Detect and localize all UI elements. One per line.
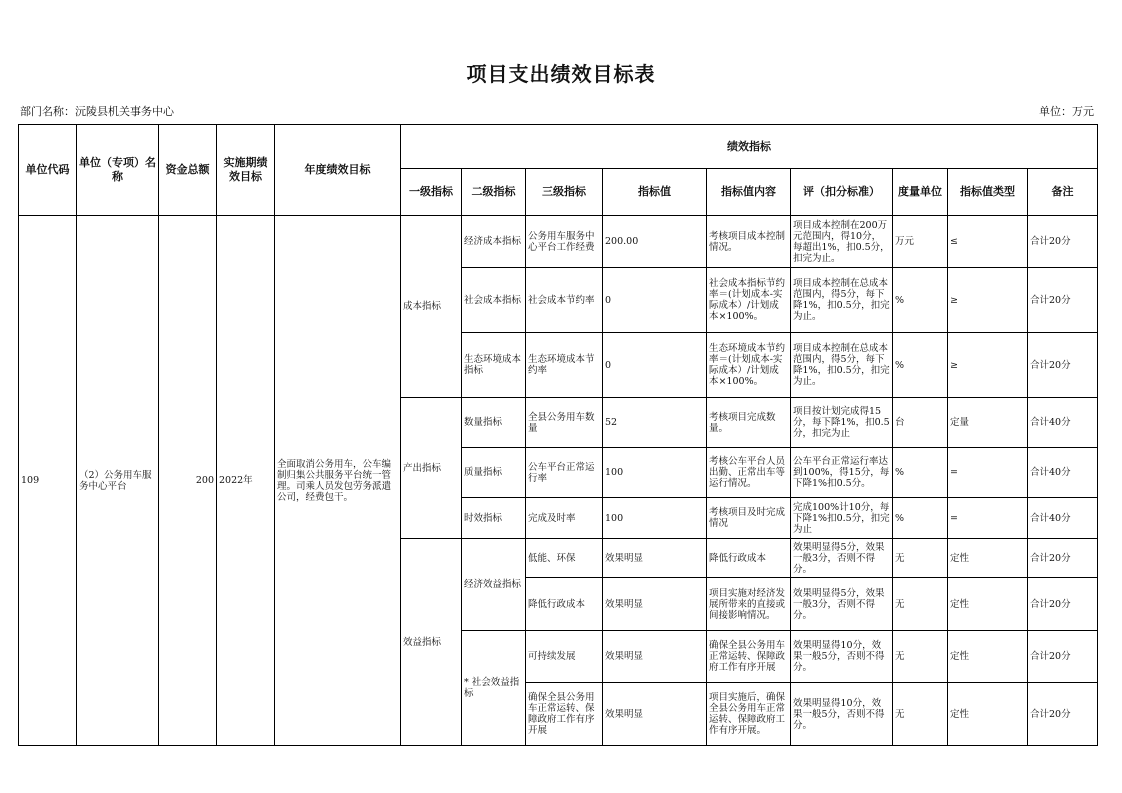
remark-cell: 合计20分 (1028, 333, 1098, 398)
value-type-cell: 定性 (948, 631, 1028, 683)
value-cell: 100 (603, 448, 707, 498)
content-cell: 项目实施对经济发展所带来的直接或间接影响情况。 (707, 578, 791, 631)
value-type-cell: ≤ (948, 216, 1028, 268)
header-value-content: 指标值内容 (707, 169, 791, 216)
header-value-type: 指标值类型 (948, 169, 1028, 216)
measure-unit-cell: % (893, 448, 948, 498)
header-measure-unit: 度量单位 (893, 169, 948, 216)
content-cell: 降低行政成本 (707, 539, 791, 578)
period-cell: 2022年 (217, 216, 275, 746)
content-cell: 项目实施后，确保全县公务用车正常运转、保障政府工作有序开展。 (707, 683, 791, 746)
measure-unit-cell: 万元 (893, 216, 948, 268)
header-period-goal: 实施期绩效目标 (217, 125, 275, 216)
value-type-cell: ≥ (948, 268, 1028, 333)
value-type-cell: ≥ (948, 333, 1028, 398)
level2-cell: 时效指标 (462, 498, 526, 539)
remark-cell: 合计20分 (1028, 578, 1098, 631)
level3-cell: 完成及时率 (526, 498, 603, 539)
unit-name-cell: （2）公务用车服务中心平台 (77, 216, 159, 746)
header-total-funds: 资金总额 (159, 125, 217, 216)
header-unit-name: 单位（专项）名称 (77, 125, 159, 216)
content-cell: 确保全县公务用车正常运转、保障政府工作有序开展 (707, 631, 791, 683)
level1-output: 产出指标 (401, 398, 462, 539)
header-unit-code: 单位代码 (19, 125, 77, 216)
level3-cell: 可持续发展 (526, 631, 603, 683)
level2-cell: 数量指标 (462, 398, 526, 448)
level3-cell: 低能、环保 (526, 539, 603, 578)
department-name: 部门名称：沅陵县机关事务中心 (20, 105, 174, 118)
level3-cell: 社会成本节约率 (526, 268, 603, 333)
level2-cell: 生态环境成本指标 (462, 333, 526, 398)
annual-goal-cell: 全面取消公务用车，公车编制归集公共服务平台统一管理。司乘人员发包劳务派遣公司，经费包干。 (275, 216, 401, 746)
level3-cell: 降低行政成本 (526, 578, 603, 631)
value-cell: 0 (603, 333, 707, 398)
header-indicators: 绩效指标 (401, 125, 1098, 169)
unit-code-cell: 109 (19, 216, 77, 746)
level1-benefit: 效益指标 (401, 539, 462, 746)
total-funds-cell: 200 (159, 216, 217, 746)
content-cell: 生态环境成本节约率＝(计划成本-实际成本）/计划成本×100%。 (707, 333, 791, 398)
header-remark: 备注 (1028, 169, 1098, 216)
measure-unit-cell: 无 (893, 539, 948, 578)
scoring-cell: 效果明显得5分，效果一般3分，否则不得分。 (791, 578, 893, 631)
value-type-cell: 定量 (948, 398, 1028, 448)
page-title: 项目支出绩效目标表 (466, 62, 656, 86)
scoring-cell: 效果明显得5分，效果一般3分，否则不得分。 (791, 539, 893, 578)
scoring-cell: 项目成本控制在总成本范围内，得5分，每下降1%，扣0.5分，扣完为止。 (791, 268, 893, 333)
scoring-cell: 项目成本控制在总成本范围内，得5分，每下降1%，扣0.5分，扣完为止。 (791, 333, 893, 398)
header-level3: 三级指标 (526, 169, 603, 216)
level2-cell: 经济成本指标 (462, 216, 526, 268)
remark-cell: 合计40分 (1028, 448, 1098, 498)
value-cell: 200.00 (603, 216, 707, 268)
scoring-cell: 完成100%计10分，每下降1%扣0.5分，扣完为止 (791, 498, 893, 539)
content-cell: 考核项目及时完成情况 (707, 498, 791, 539)
level2-cell: 质量指标 (462, 448, 526, 498)
value-cell: 效果明显 (603, 578, 707, 631)
remark-cell: 合计20分 (1028, 216, 1098, 268)
measure-unit-cell: 无 (893, 578, 948, 631)
scoring-cell: 效果明显得10分，效果一般5分，否则不得分。 (791, 683, 893, 746)
value-cell: 效果明显 (603, 683, 707, 746)
value-cell: 效果明显 (603, 539, 707, 578)
remark-cell: 合计20分 (1028, 539, 1098, 578)
header-value: 指标值 (603, 169, 707, 216)
value-cell: 效果明显 (603, 631, 707, 683)
measure-unit-cell: % (893, 333, 948, 398)
measure-unit-cell: % (893, 498, 948, 539)
value-cell: 52 (603, 398, 707, 448)
remark-cell: 合计40分 (1028, 498, 1098, 539)
performance-table (18, 124, 1098, 746)
level3-cell: 确保全县公务用车正常运转、保障政府工作有序开展 (526, 683, 603, 746)
level3-cell: 全县公务用车数量 (526, 398, 603, 448)
measure-unit-cell: 无 (893, 683, 948, 746)
measure-unit-cell: 台 (893, 398, 948, 448)
level2-cell: 社会成本指标 (462, 268, 526, 333)
header-level2: 二级指标 (462, 169, 526, 216)
header-level1: 一级指标 (401, 169, 462, 216)
currency-unit: 单位：万元 (1039, 105, 1094, 118)
value-type-cell: = (948, 448, 1028, 498)
measure-unit-cell: 无 (893, 631, 948, 683)
header-scoring: 评（扣分标准） (791, 169, 893, 216)
level3-cell: 生态环境成本节约率 (526, 333, 603, 398)
remark-cell: 合计20分 (1028, 631, 1098, 683)
value-cell: 100 (603, 498, 707, 539)
value-type-cell: 定性 (948, 539, 1028, 578)
level1-cost: 成本指标 (401, 216, 462, 398)
level2-social-benefit: * 社会效益指标 (462, 631, 526, 746)
content-cell: 考核项目成本控制情况。 (707, 216, 791, 268)
value-type-cell: 定性 (948, 683, 1028, 746)
scoring-cell: 项目成本控制在200万元范围内，得10分，每超出1%，扣0.5分，扣完为止。 (791, 216, 893, 268)
value-type-cell: = (948, 498, 1028, 539)
content-cell: 考核项目完成数量。 (707, 398, 791, 448)
scoring-cell: 公车平台正常运行率达到100%，得15分，每下降1%扣0.5分。 (791, 448, 893, 498)
header-annual-goal: 年度绩效目标 (275, 125, 401, 216)
measure-unit-cell: % (893, 268, 948, 333)
scoring-cell: 项目按计划完成得15分，每下降1%，扣0.5分，扣完为止 (791, 398, 893, 448)
remark-cell: 合计20分 (1028, 268, 1098, 333)
value-type-cell: 定性 (948, 578, 1028, 631)
remark-cell: 合计20分 (1028, 683, 1098, 746)
scoring-cell: 效果明显得10分，效果一般5分，否则不得分。 (791, 631, 893, 683)
level3-cell: 公车平台正常运行率 (526, 448, 603, 498)
remark-cell: 合计40分 (1028, 398, 1098, 448)
table-row (19, 216, 1098, 268)
content-cell: 社会成本指标节约率＝(计划成本-实际成本）/计划成本×100%。 (707, 268, 791, 333)
level2-economic-benefit: 经济效益指标 (462, 539, 526, 631)
level3-cell: 公务用车服务中心平台工作经费 (526, 216, 603, 268)
value-cell: 0 (603, 268, 707, 333)
content-cell: 考核公车平台人员出勤、正常出车等运行情况。 (707, 448, 791, 498)
